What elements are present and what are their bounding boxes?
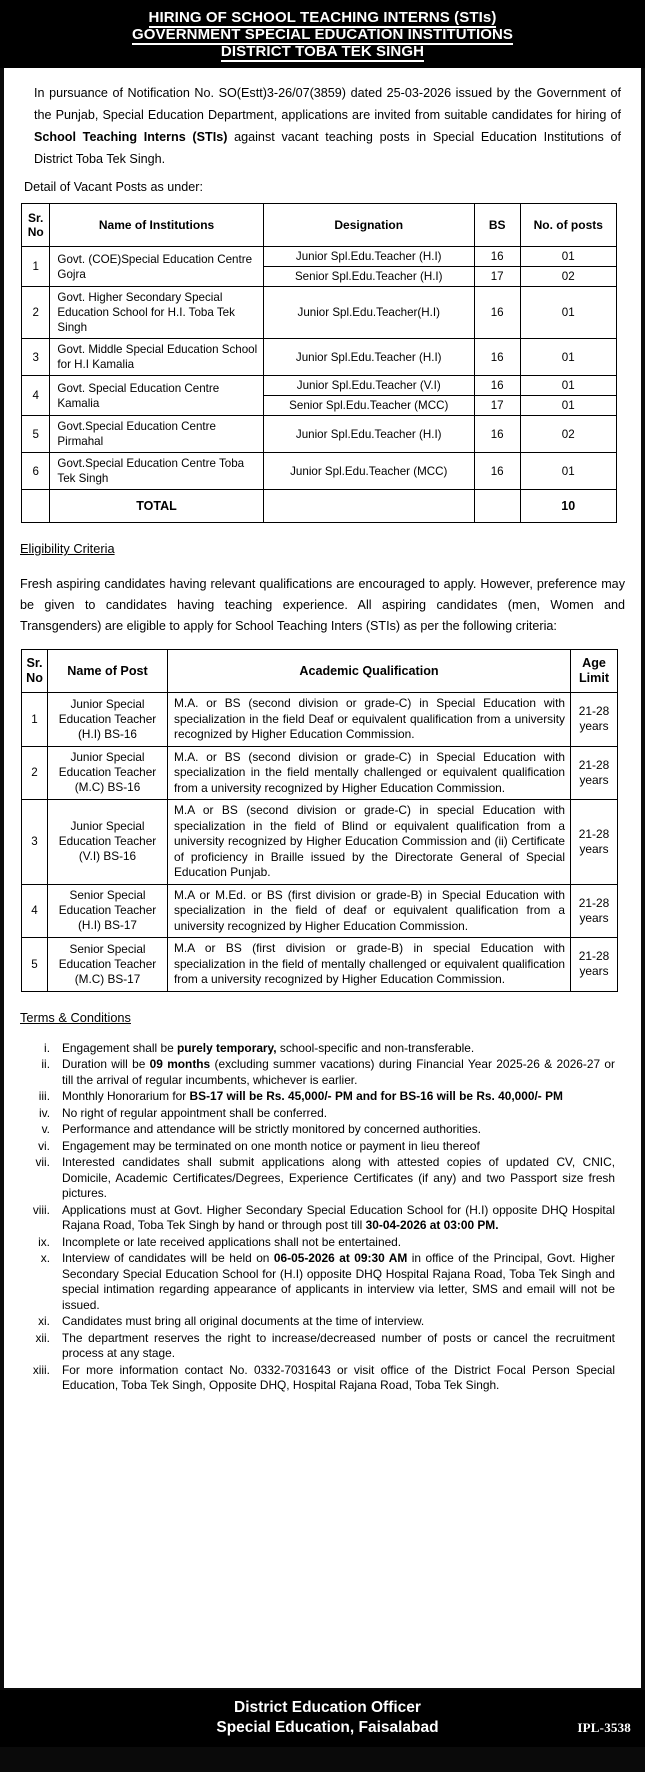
- cell-bs: 16: [474, 453, 520, 490]
- terms-list-item: [18, 1106, 627, 1122]
- terms-item-number: vi.: [38, 1138, 50, 1153]
- cell-institution: Govt. Special Education Centre Kamalia: [50, 376, 263, 416]
- terms-item-text: Performance and attendance will be strictly monitored by concerned authorities.: [62, 1122, 482, 1136]
- terms-item-text: Interested candidates shall submit applications along with attested copies of updated CV, CNIC, Domicile, Academic Certificates/Degrees, Experience Certificates (if any) and two Passport size fresh pictures.: [62, 1155, 615, 1200]
- table-row: [22, 287, 617, 339]
- col-header-age-limit: Age Limit: [571, 650, 618, 693]
- cell-age-limit: 21-28 years: [571, 938, 618, 992]
- cell-bs: 16: [474, 339, 520, 376]
- cell-sr-no: 1: [22, 247, 50, 287]
- terms-item-number: xi.: [38, 1314, 50, 1328]
- cell-age-limit: 21-28 years: [571, 800, 618, 885]
- terms-and-conditions-list: [18, 1041, 627, 1394]
- cell-institution: Govt. Higher Secondary Special Education School for H.I. Toba Tek Singh: [50, 287, 263, 339]
- terms-list-item: [18, 1122, 627, 1138]
- terms-list-item: [18, 1089, 627, 1105]
- terms-item-number: xii.: [35, 1330, 50, 1345]
- cell-no-of-posts: 01: [520, 396, 616, 416]
- cell-empty: [474, 490, 520, 523]
- footer-banner: [0, 1690, 645, 1747]
- terms-item-number: x.: [40, 1251, 50, 1265]
- cell-bs: 17: [474, 267, 520, 287]
- col-header-institution: Name of Institutions: [50, 204, 263, 247]
- cell-sr-no: 5: [22, 938, 48, 992]
- intro-bold-phrase: School Teaching Interns (STIs): [34, 130, 228, 144]
- intro-paragraph: [34, 82, 621, 170]
- cell-no-of-posts: 01: [520, 339, 616, 376]
- cell-designation: Junior Spl.Edu.Teacher (H.I): [263, 339, 474, 376]
- header-banner: [0, 0, 645, 68]
- table-row: [22, 746, 618, 800]
- vacant-posts-label: Detail of Vacant Posts as under:: [24, 180, 203, 194]
- cell-designation: Junior Spl.Edu.Teacher(H.I): [263, 287, 474, 339]
- cell-no-of-posts: 01: [520, 376, 616, 396]
- col-header-sr-no: Sr. No: [22, 650, 48, 693]
- cell-name-of-post: Senior Special Education Teacher (H.I) BS-17: [48, 884, 168, 938]
- cell-no-of-posts: 01: [520, 247, 616, 267]
- cell-age-limit: 21-28 years: [571, 884, 618, 938]
- terms-list-item: [18, 1251, 627, 1313]
- cell-designation: Senior Spl.Edu.Teacher (MCC): [263, 396, 474, 416]
- cell-bs: 16: [474, 247, 520, 267]
- col-header-name-of-post: Name of Post: [48, 650, 168, 693]
- intro-text-after: against vacant teaching posts in Special Education Institutions of District Toba Tek Singh.: [34, 130, 622, 166]
- terms-list-item: [18, 1139, 627, 1155]
- eligibility-paragraph: Fresh aspiring candidates having relevant qualifications are encouraged to apply. However, preference may be given to candidates having teaching experience. All aspiring candidates (men, Women and Transgenders) are eligible to apply for School Teaching Inters (STIs) as per the following criteria:: [20, 577, 625, 633]
- col-header-academic-qualification: Academic Qualification: [168, 650, 571, 693]
- terms-item-text: For more information contact No. 0332-7031643 or visit office of the District Focal Person Special Education, Toba Tek Singh, Opposite DHQ, Hospital Rajana Road, Toba Tek Singh.: [62, 1362, 615, 1392]
- cell-sr-no: 2: [22, 746, 48, 800]
- table-header-row: [22, 650, 618, 693]
- table-row: [22, 247, 617, 267]
- terms-list-item: [18, 1331, 627, 1362]
- cell-sr-no: 3: [22, 339, 50, 376]
- cell-empty: [22, 490, 50, 523]
- terms-list-item: [18, 1203, 627, 1234]
- table-row: [22, 800, 618, 885]
- cell-institution: Govt.Special Education Centre Pirmahal: [50, 416, 263, 453]
- cell-bs: 17: [474, 396, 520, 416]
- cell-name-of-post: Junior Special Education Teacher (V.I) BS-16: [48, 800, 168, 885]
- terms-item-text: Monthly Honorarium for BS-17 will be Rs. 45,000/- PM and for BS-16 will be Rs. 40,000/- PM: [62, 1089, 563, 1103]
- cell-total-label: TOTAL: [50, 490, 263, 523]
- footer-authority-line-2: Special Education, Faisalabad: [216, 1719, 439, 1736]
- cell-institution: Govt. Middle Special Education School for H.I Kamalia: [50, 339, 263, 376]
- terms-item-number: ii.: [41, 1057, 50, 1071]
- footer-reference-code: IPL-3538: [577, 1720, 631, 1735]
- footer-authority-line-1: District Education Officer: [234, 1699, 421, 1716]
- intro-text-before: In pursuance of Notification No. SO(Estt)3-26/07(3859) dated 25-03-2026 issued by the Government of the Punjab, Special Education Department, applications are invited from suitable candidates for hiring of: [34, 86, 621, 122]
- terms-heading: Terms & Conditions: [20, 1009, 131, 1025]
- cell-age-limit: 21-28 years: [571, 746, 618, 800]
- eligibility-criteria-table: [21, 649, 618, 992]
- cell-name-of-post: Senior Special Education Teacher (M.C) BS-17: [48, 938, 168, 992]
- table-row: [22, 453, 617, 490]
- terms-item-text: Duration will be 09 months (excluding summer vacations) during Financial Year 2025-26 & 2026-27 or till the arrival of regular incumbents, whichever is earlier.: [62, 1057, 616, 1087]
- terms-item-number: viii.: [32, 1202, 50, 1217]
- terms-item-number: ix.: [38, 1234, 50, 1249]
- cell-sr-no: 5: [22, 416, 50, 453]
- cell-academic-qualification: M.A or M.Ed. or BS (first division or grade-B) in Special Education with specialization in the field of deaf or equivalent qualification from a university recognized by Higher Education Commission.: [168, 884, 571, 938]
- terms-item-number: iv.: [38, 1105, 50, 1120]
- cell-academic-qualification: M.A. or BS (second division or grade-C) in Special Education with specialization in the field Deaf or equivalent qualification from a university recognized by Higher Education Commission.: [168, 693, 571, 747]
- cell-academic-qualification: M.A or BS (second division or grade-C) in special Education with specialization in the field of Blind or equivalent qualification from a university recognized by Higher Education Commission and (ii) Certificate of proficiency in Braille issued by the Directorate General of Special Education Punjab.: [168, 800, 571, 885]
- col-header-no-of-posts: No. of posts: [520, 204, 616, 247]
- cell-designation: Junior Spl.Edu.Teacher (H.I): [263, 247, 474, 267]
- cell-no-of-posts: 01: [520, 453, 616, 490]
- table-row: [22, 938, 618, 992]
- cell-designation: Senior Spl.Edu.Teacher (H.I): [263, 267, 474, 287]
- table-row: [22, 693, 618, 747]
- terms-item-text: The department reserves the right to increase/decreased number of posts or cancel the recruitment process at any stage.: [62, 1330, 615, 1360]
- cell-designation: Junior Spl.Edu.Teacher (H.I): [263, 416, 474, 453]
- terms-list-item: [18, 1155, 627, 1202]
- cell-bs: 16: [474, 376, 520, 396]
- cell-institution: Govt. (COE)Special Education Centre Gojra: [50, 247, 263, 287]
- terms-list-item: [18, 1041, 627, 1057]
- cell-no-of-posts: 02: [520, 267, 616, 287]
- terms-list-item: [18, 1314, 627, 1330]
- cell-sr-no: 2: [22, 287, 50, 339]
- cell-bs: 16: [474, 416, 520, 453]
- cell-sr-no: 4: [22, 376, 50, 416]
- cell-academic-qualification: M.A or BS (first division or grade-B) in special Education with specialization in the field of mentally challenged or equivalent qualification from a university recognized by Higher Education Commission.: [168, 938, 571, 992]
- table-row: [22, 884, 618, 938]
- terms-item-text: Engagement shall be purely temporary, school-specific and non-transferable.: [62, 1040, 475, 1055]
- terms-list-item: [18, 1057, 627, 1088]
- cell-institution: Govt.Special Education Centre Toba Tek Singh: [50, 453, 263, 490]
- terms-item-text: Candidates must bring all original documents at the time of interview.: [62, 1314, 425, 1328]
- table-row: [22, 376, 617, 396]
- document-body: [4, 68, 641, 1688]
- cell-name-of-post: Junior Special Education Teacher (H.I) BS-16: [48, 693, 168, 747]
- vacant-posts-table: [21, 203, 617, 523]
- table-row: [22, 339, 617, 376]
- terms-list-item: [18, 1235, 627, 1251]
- cell-designation: Junior Spl.Edu.Teacher (MCC): [263, 453, 474, 490]
- col-header-designation: Designation: [263, 204, 474, 247]
- terms-item-number: i.: [44, 1040, 50, 1055]
- table-row: [22, 416, 617, 453]
- cell-sr-no: 1: [22, 693, 48, 747]
- terms-list-item: [18, 1363, 627, 1394]
- table-header-row: [22, 204, 617, 247]
- terms-item-number: vii.: [35, 1155, 50, 1169]
- cell-academic-qualification: M.A. or BS (second division or grade-C) in Special Education with specialization in the field mentally challenged or equivalent qualification from a university recognized by Higher Education Commission.: [168, 746, 571, 800]
- header-title-line-2: GOVERNMENT SPECIAL EDUCATION INSTITUTIONS: [131, 26, 514, 43]
- terms-item-text: Applications must at Govt. Higher Secondary Special Education School for (H.I) opposite DHQ Hospital Rajana Road, Toba Tek Singh by hand or through post till 30-04-2026 at 03:00 PM.: [62, 1202, 615, 1232]
- cell-no-of-posts: 01: [520, 287, 616, 339]
- eligibility-heading: Eligibility Criteria: [20, 541, 115, 556]
- col-header-sr-no: Sr. No: [22, 204, 50, 247]
- cell-total-posts: 10: [520, 490, 616, 523]
- terms-item-text: Engagement may be terminated on one month notice or payment in lieu thereof: [62, 1138, 480, 1153]
- cell-sr-no: 3: [22, 800, 48, 885]
- cell-no-of-posts: 02: [520, 416, 616, 453]
- cell-designation: Junior Spl.Edu.Teacher (V.I): [263, 376, 474, 396]
- terms-item-number: iii.: [38, 1089, 50, 1103]
- cell-bs: 16: [474, 287, 520, 339]
- cell-sr-no: 6: [22, 453, 50, 490]
- cell-age-limit: 21-28 years: [571, 693, 618, 747]
- terms-item-text: No right of regular appointment shall be conferred.: [62, 1105, 328, 1120]
- header-title-line-3: DISTRICT TOBA TEK SINGH: [220, 43, 425, 60]
- cell-empty: [263, 490, 474, 523]
- cell-sr-no: 4: [22, 884, 48, 938]
- terms-item-number: v.: [41, 1122, 50, 1136]
- terms-item-text: Incomplete or late received applications shall not be entertained.: [62, 1234, 402, 1249]
- terms-item-number: xiii.: [32, 1362, 50, 1377]
- terms-item-text: Interview of candidates will be held on 06-05-2026 at 09:30 AM in office of the Principal, Govt. Higher Secondary Special Education School for (H.I) opposite DHQ Hospital Rajana Road, Toba Tek Singh and special intimation regarding appearance of applicants in interview via letter, SMS and email will not be issued.: [62, 1251, 615, 1312]
- table-total-row: [22, 490, 617, 523]
- header-title-line-1: HIRING OF SCHOOL TEACHING INTERNS (STIs): [148, 9, 497, 26]
- col-header-bs: BS: [474, 204, 520, 247]
- cell-name-of-post: Junior Special Education Teacher (M.C) BS-16: [48, 746, 168, 800]
